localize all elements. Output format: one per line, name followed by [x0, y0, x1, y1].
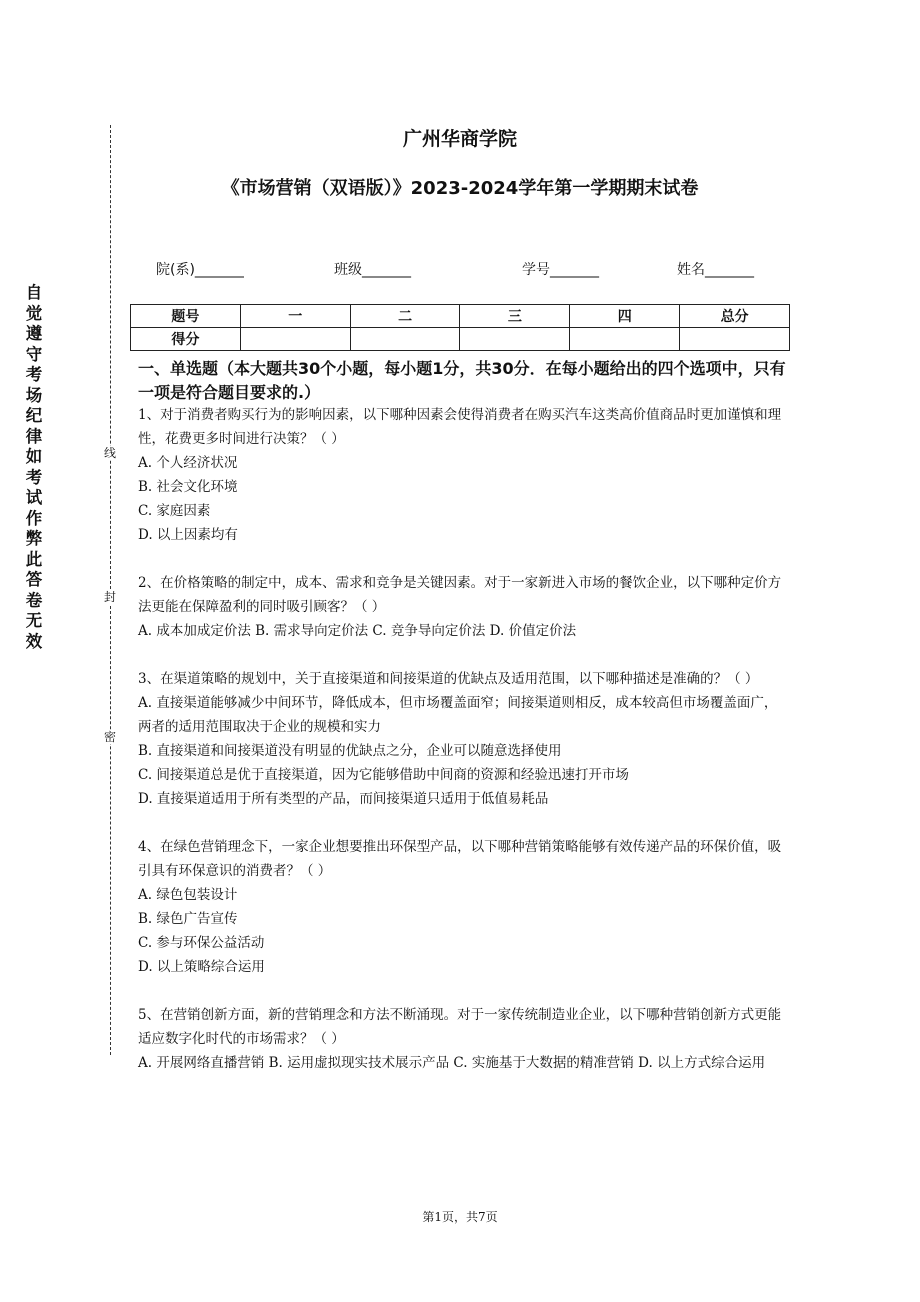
- question-item: [138, 571, 788, 643]
- option-c: C. 家庭因素: [138, 503, 211, 519]
- question-stem: 4、在绿色营销理念下，一家企业想要推出环保型产品，以下哪种营销策略能够有效传递产品的环保价值，吸引具有环保意识的消费者？（ ）: [138, 839, 782, 879]
- option-b: B. 社会文化环境: [138, 479, 238, 495]
- option-c: C. 参与环保公益活动: [138, 935, 265, 951]
- question-stem: 3、在渠道策略的规划中，关于直接渠道和间接渠道的优缺点及适用范围，以下哪种描述是准确的？（ ）: [138, 671, 759, 687]
- score-cell: [240, 328, 350, 351]
- option-d: D. 以上策略综合运用: [138, 959, 265, 975]
- question-stem: 2、在价格策略的制定中，成本、需求和竞争是关键因素。对于一家新进入市场的餐饮企业，以下哪种定价方法更能在保障盈利的同时吸引顾客？（ ）: [138, 575, 782, 615]
- question-item: [138, 1003, 788, 1075]
- student-info-row: [0, 259, 920, 281]
- score-table: [130, 304, 790, 351]
- option-line: A. 开展网络直播营销 B. 运用虚拟现实技术展示产品 C. 实施基于大数据的精准营销 D. 以上方式综合运用: [138, 1055, 766, 1071]
- department-field: 院(系)_______: [156, 262, 244, 278]
- name-field: 姓名_______: [677, 262, 754, 278]
- option-c: C. 间接渠道总是优于直接渠道，因为它能够借助中间商的资源和经验迅速打开市场: [138, 767, 629, 783]
- question-stem: 5、在营销创新方面，新的营销理念和方法不断涌现。对于一家传统制造业企业，以下哪种营销创新方式更能适应数字化时代的市场需求？（ ）: [138, 1007, 782, 1047]
- score-cell: [460, 328, 570, 351]
- option-d: D. 直接渠道适用于所有类型的产品，而间接渠道只适用于低值易耗品: [138, 791, 549, 807]
- score-table-col-1: 一: [240, 305, 350, 328]
- score-table-col-4: 四: [570, 305, 680, 328]
- score-table-col-total: 总分: [680, 305, 790, 328]
- option-a: A. 绿色包装设计: [138, 887, 238, 903]
- score-cell: [570, 328, 680, 351]
- score-cell: [680, 328, 790, 351]
- score-table-header-row: [131, 305, 790, 328]
- option-line: A. 成本加成定价法 B. 需求导向定价法 C. 竞争导向定价法 D. 价值定价法: [138, 623, 577, 639]
- option-a: A. 个人经济状况: [138, 455, 238, 471]
- score-table-col-2: 二: [350, 305, 460, 328]
- exam-rule-notice: 自觉遵守考场纪律如考试作弊此答卷无效: [25, 283, 43, 651]
- score-table-col-3: 三: [460, 305, 570, 328]
- class-field: 班级_______: [334, 262, 411, 278]
- option-b: B. 绿色广告宣传: [138, 911, 238, 927]
- score-table-header-label: 题号: [131, 305, 241, 328]
- score-cell: [350, 328, 460, 351]
- question-item: [138, 403, 788, 547]
- question-list: [138, 403, 788, 1099]
- school-name: 广州华商学院: [402, 128, 517, 150]
- score-table-score-row: [131, 328, 790, 351]
- page-footer: 第1页，共7页: [422, 1210, 498, 1224]
- question-item: [138, 835, 788, 979]
- section-heading: 一、单选题（本大题共30个小题，每小题1分，共30分．在每小题给出的四个选项中，只有一项是符合题目要求的.）: [138, 359, 786, 402]
- option-a: A. 直接渠道能够减少中间环节，降低成本，但市场覆盖面窄；间接渠道则相反，成本较高但市场覆盖面广，两者的适用范围取决于企业的规模和实力: [138, 695, 778, 735]
- option-d: D. 以上因素均有: [138, 527, 238, 543]
- question-item: [138, 667, 788, 811]
- option-b: B. 直接渠道和间接渠道没有明显的优缺点之分，企业可以随意选择使用: [138, 743, 562, 759]
- question-stem: 1、对于消费者购买行为的影响因素，以下哪种因素会使得消费者在购买汽车这类高价值商品时更加谨慎和理性，花费更多时间进行决策？（ ）: [138, 407, 782, 447]
- cut-mark-secret: 密: [103, 730, 116, 744]
- score-table-row-label: 得分: [131, 328, 241, 351]
- exam-title: 《市场营销（双语版）》2023-2024学年第一学期期末试卷: [221, 178, 699, 199]
- cut-mark-seal: 封: [103, 590, 116, 604]
- cut-mark-line: 线: [103, 446, 116, 460]
- student-id-field: 学号_______: [522, 262, 599, 278]
